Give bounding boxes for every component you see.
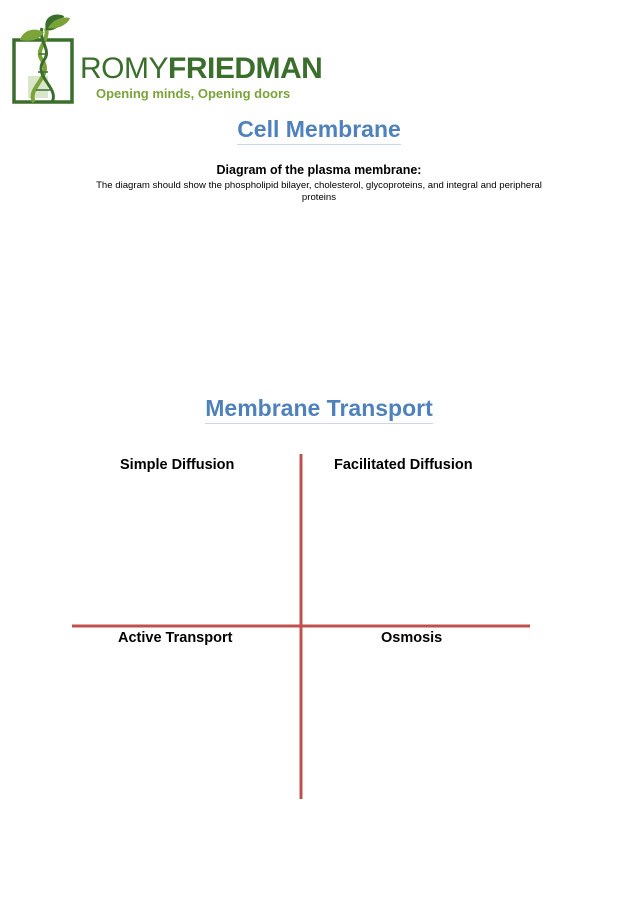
diagram-subtitle: Diagram of the plasma membrane: — [216, 163, 422, 177]
quadrant-label-facilitated-diffusion: Facilitated Diffusion — [334, 457, 473, 473]
brand-name-bold: FRIEDMAN — [168, 52, 323, 85]
cell-membrane-title-text: Cell Membrane — [237, 116, 401, 145]
quadrant-label-simple-diffusion: Simple Diffusion — [120, 457, 235, 473]
quadrant-label-active-transport: Active Transport — [118, 630, 233, 646]
brand-name-light: ROMY — [80, 52, 168, 85]
diagram-instructions: The diagram should show the phospholipid bilayer, cholesterol, glycoproteins, and integral and peripheral proteins — [96, 180, 542, 203]
brand-tagline: Opening minds, Opening doors — [96, 86, 291, 101]
membrane-transport-title-text: Membrane Transport — [205, 395, 433, 424]
quadrant-label-osmosis: Osmosis — [381, 630, 443, 646]
